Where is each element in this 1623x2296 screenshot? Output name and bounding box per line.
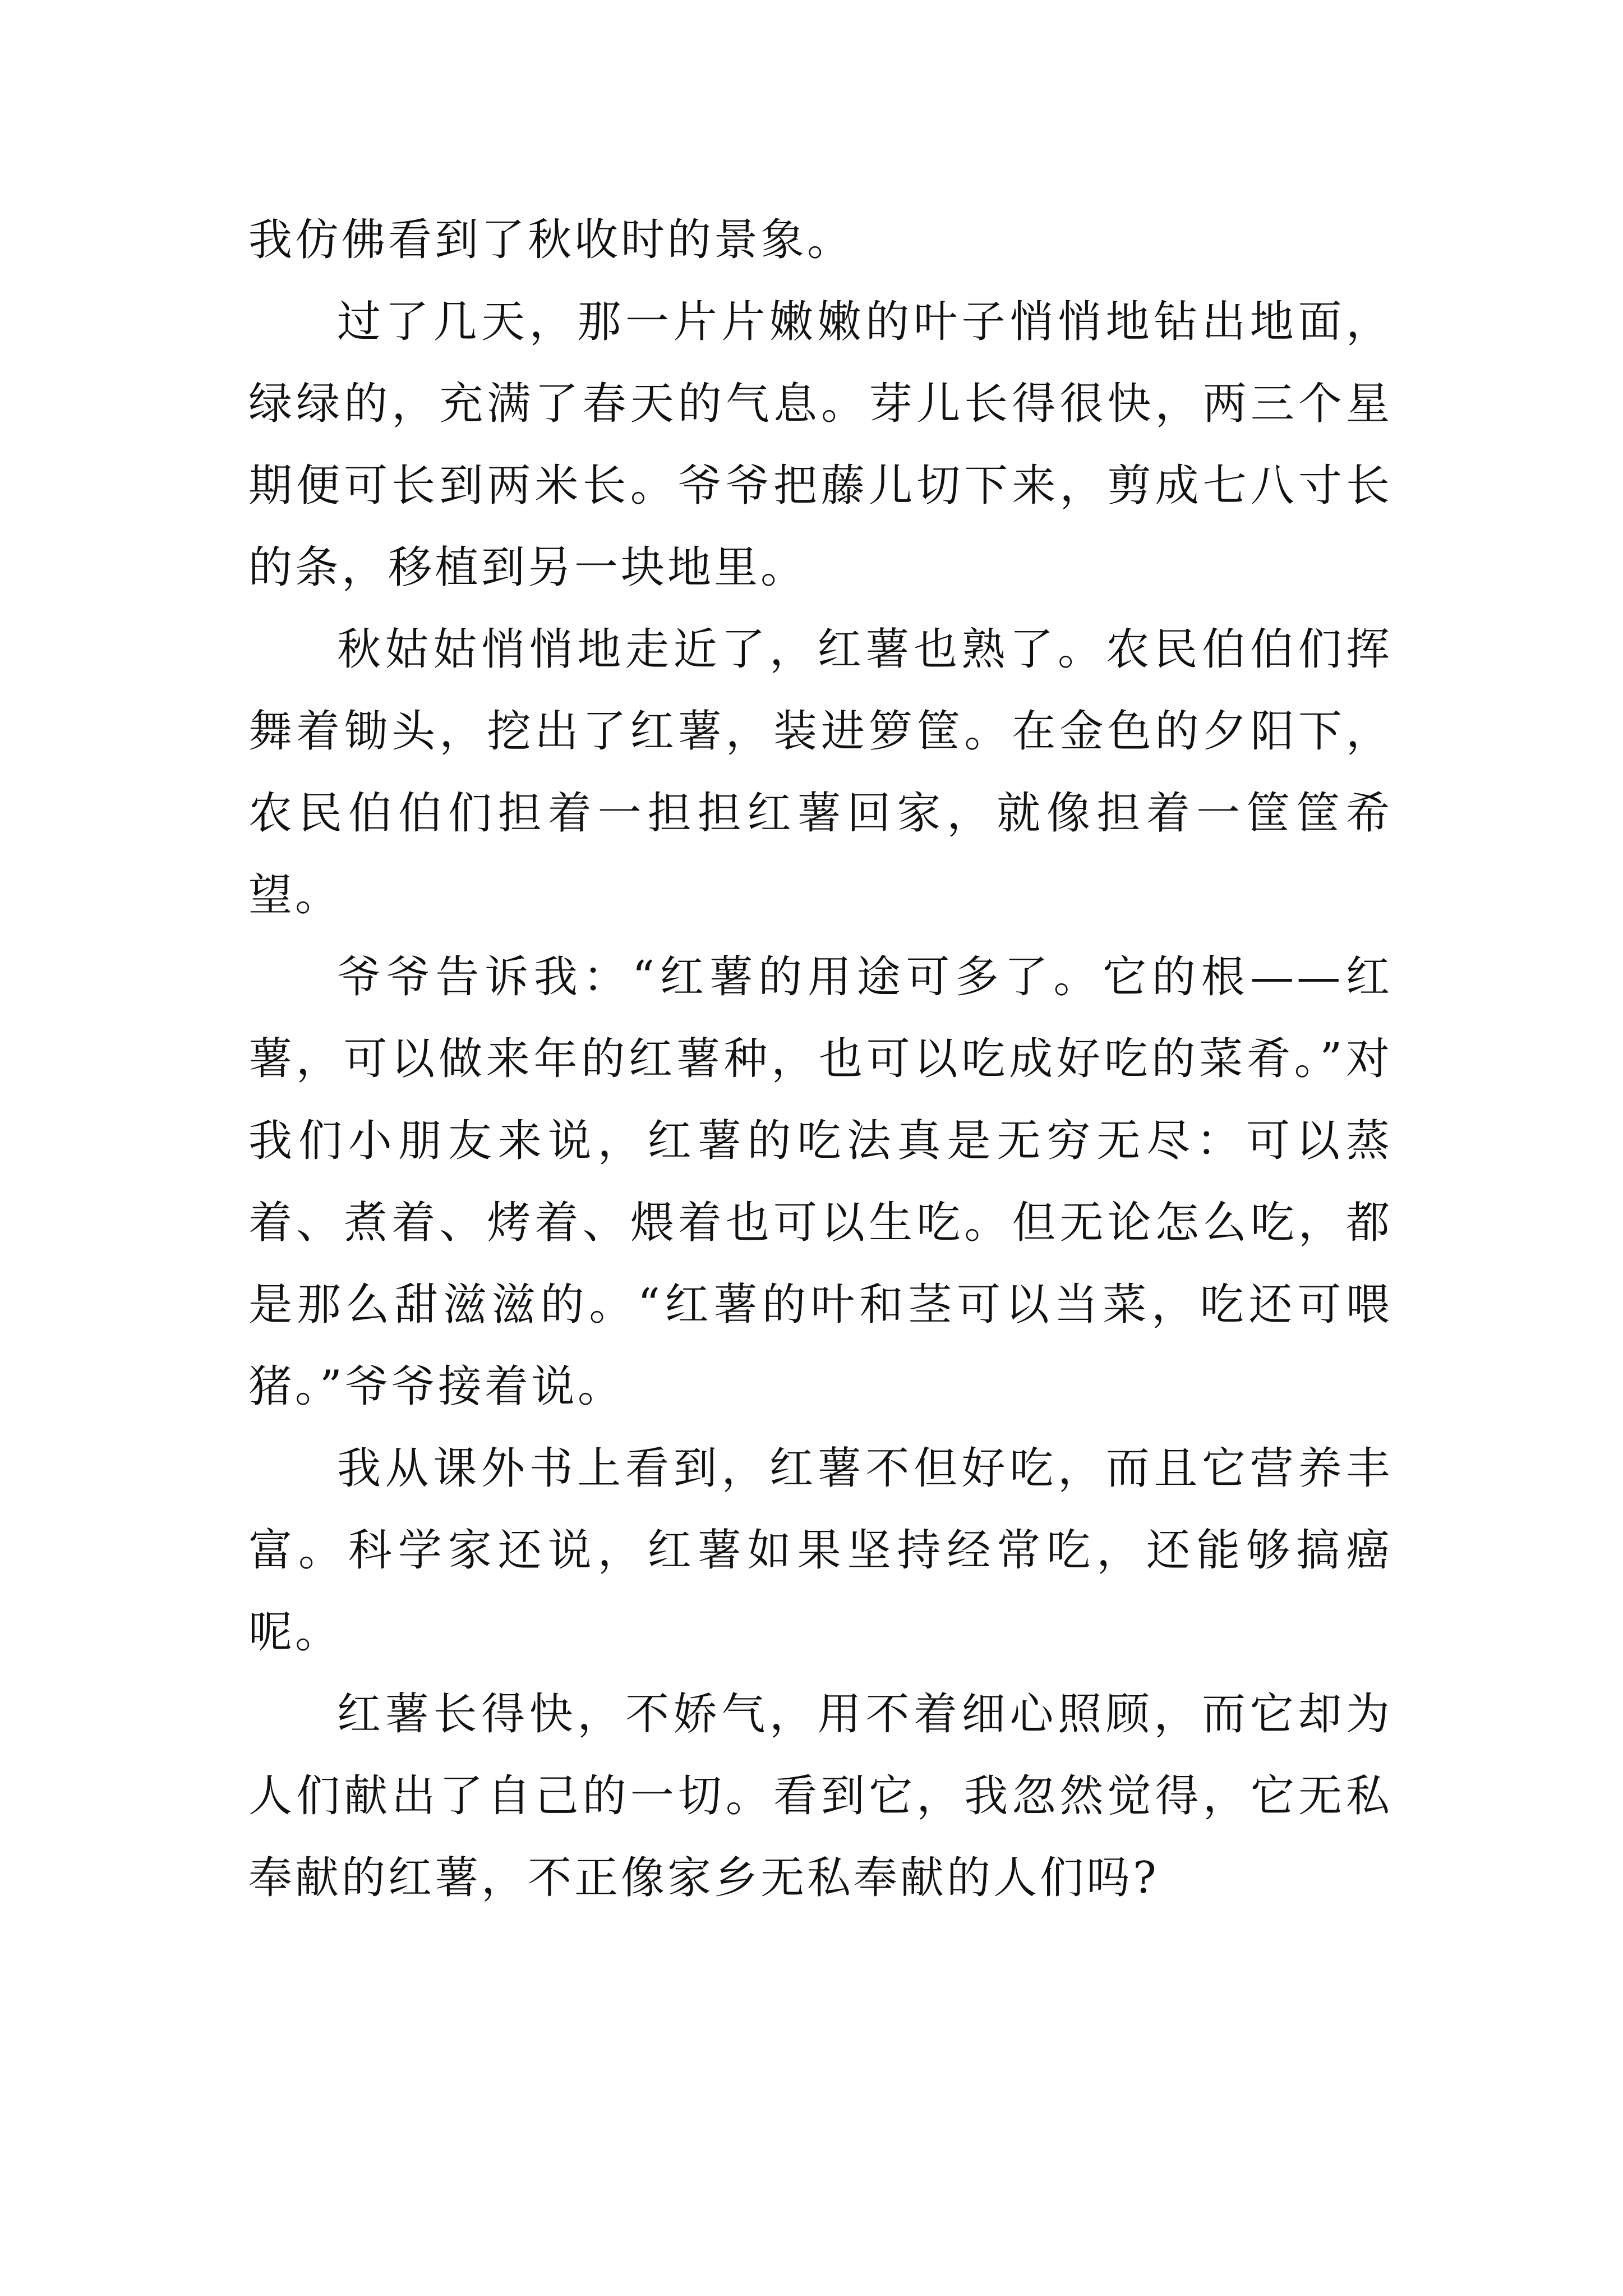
paragraph-4: 爷爷告诉我：“红薯的用途可多了。它的根——红薯，可以做来年的红薯种，也可以吃成好吃的菜肴。”对我们小朋友来说，红薯的吃法真是无穷无尽：可以蒸着、煮着、烤着、煨着也可以生吃。但无论怎么吃，都是那么甜滋滋的。“红薯的叶和茎可以当菜，吃还可喂猪。”爷爷接着说。 — [248, 952, 1393, 1412]
paragraph-3: 秋姑姑悄悄地走近了，红薯也熟了。农民伯伯们挥舞着锄头，挖出了红薯，装进箩筐。在金色的夕阳下，农民伯伯们担着一担担红薯回家，就像担着一筐筐希望。 — [248, 624, 1393, 921]
paragraph-6: 红薯长得快，不娇气，用不着细心照顾，而它却为人们献出了自己的一切。看到它，我忽然觉得，它无私奉献的红薯，不正像家乡无私奉献的人们吗? — [248, 1689, 1393, 1903]
paragraph-5: 我从课外书上看到，红薯不但好吃，而且它营养丰富。科学家还说，红薯如果坚持经常吃，还能够搞癌呢。 — [248, 1443, 1393, 1658]
body-text — [248, 199, 1393, 1919]
paragraph-1: 我仿佛看到了秋收时的景象。 — [248, 215, 854, 265]
paragraph-2: 过了几天，那一片片嫩嫩的叶子悄悄地钻出地面，绿绿的，充满了春天的气息。芽儿长得很快，两三个星期便可长到两米长。爷爷把藤儿切下来，剪成七八寸长的条，移植到另一块地里。 — [248, 297, 1393, 593]
